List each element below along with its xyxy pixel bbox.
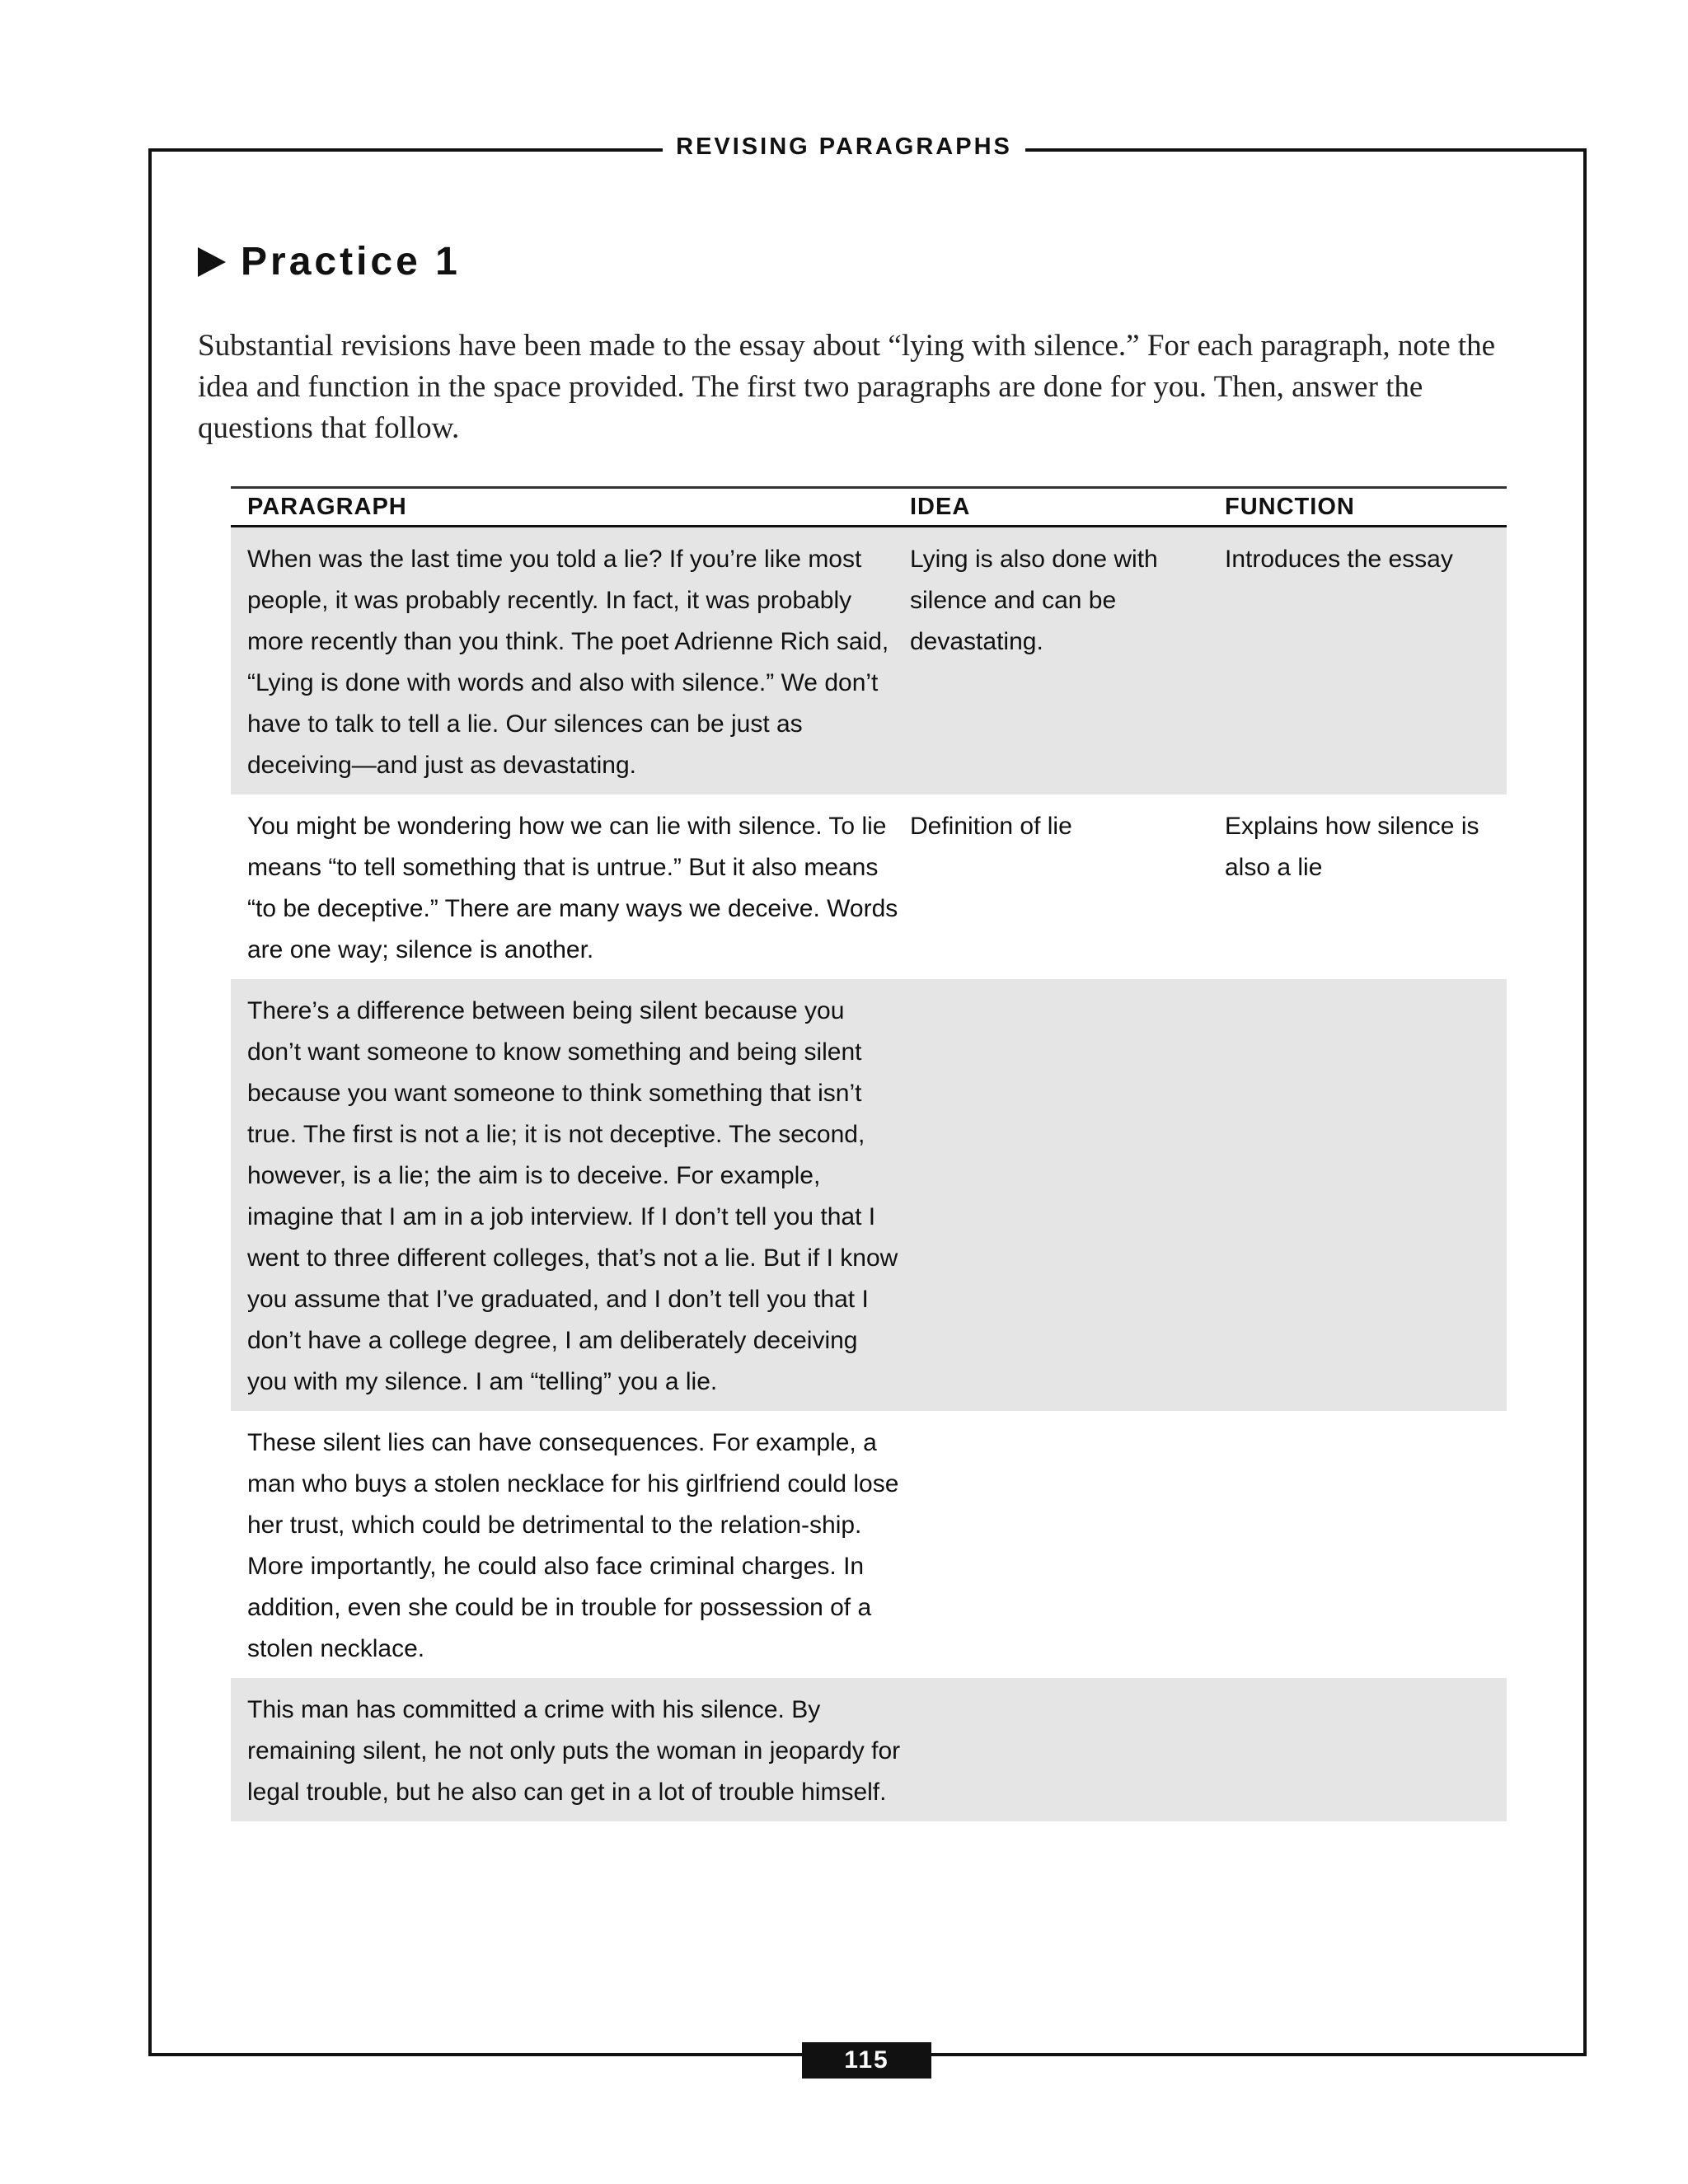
function-cell[interactable] (1225, 1422, 1507, 1670)
section-title: REVISING PARAGRAPHS (663, 134, 1025, 160)
column-header-paragraph: PARAGRAPH (247, 493, 407, 520)
idea-cell: Lying is also done with silence and can be devastating. (910, 546, 1158, 655)
paragraph-cell: There’s a difference between being silent because you don’t want someone to know something and being silent because you want someone to think something that isn’t true. The first is not a lie; it is not deceptive. The second, however, is a lie; the aim is to deceive. For example, imagine that I am in a job interview. If I don’t tell you that I went to three different colleges, that’s not a lie. But if I know you assume that I’ve graduated, and I don’t tell you that I don’t have a college degree, I am deliberately deceiving you with my silence. I am “telling” you a lie. (247, 997, 898, 1395)
paragraph-cell: These silent lies can have consequences. For example, a man who buys a stolen necklace for his girlfriend could lose her trust, which could be detrimental to the relation-ship. More importantly, he could also face criminal charges. In addition, even she could be in trouble for possession of a stolen necklace. (247, 1429, 899, 1662)
table-row (231, 1411, 1507, 1678)
idea-cell: Definition of lie (910, 813, 1072, 840)
function-cell: Explains how silence is also a lie (1225, 813, 1479, 881)
page-number: 115 (802, 2042, 931, 2079)
function-cell[interactable] (1225, 991, 1507, 1403)
idea-cell[interactable] (910, 991, 1225, 1403)
practice-heading (198, 239, 461, 284)
table-row (231, 527, 1507, 794)
idea-cell[interactable] (910, 1690, 1225, 1813)
table-header (231, 489, 1507, 527)
table-row (231, 979, 1507, 1411)
table-row (231, 794, 1507, 979)
paragraph-cell: You might be wondering how we can lie with silence. To lie means “to tell something that is untrue.” But it also means “to be deceptive.” There are many ways we deceive. Words are one way; silence is another. (247, 813, 898, 963)
practice-title: Practice 1 (241, 240, 461, 284)
function-cell[interactable] (1225, 1690, 1507, 1813)
paragraph-cell: When was the last time you told a lie? If you’re like most people, it was probably recently. In fact, it was probably more recently than you think. The poet Adrienne Rich said, “Lying is done with words and also with silence.” We don’t have to talk to tell a lie. Our silences can be just as deceiving—and just as devastating. (247, 546, 889, 779)
paragraph-table (231, 486, 1507, 1821)
idea-cell[interactable] (910, 1422, 1225, 1670)
paragraph-cell: This man has committed a crime with his silence. By remaining silent, he not only puts the woman in jeopardy for legal trouble, but he also can get in a lot of trouble himself. (247, 1696, 901, 1806)
triangle-bullet-icon (198, 247, 226, 277)
column-header-idea: IDEA (910, 493, 971, 520)
table-row (231, 1678, 1507, 1821)
column-header-function: FUNCTION (1225, 493, 1355, 520)
instructions: Substantial revisions have been made to the essay about “lying with silence.” For each paragraph, note the idea and function in the space provided. The first two paragraphs are done for you. Then, answer the questions that follow. (198, 329, 1496, 445)
function-cell: Introduces the essay (1225, 546, 1453, 573)
